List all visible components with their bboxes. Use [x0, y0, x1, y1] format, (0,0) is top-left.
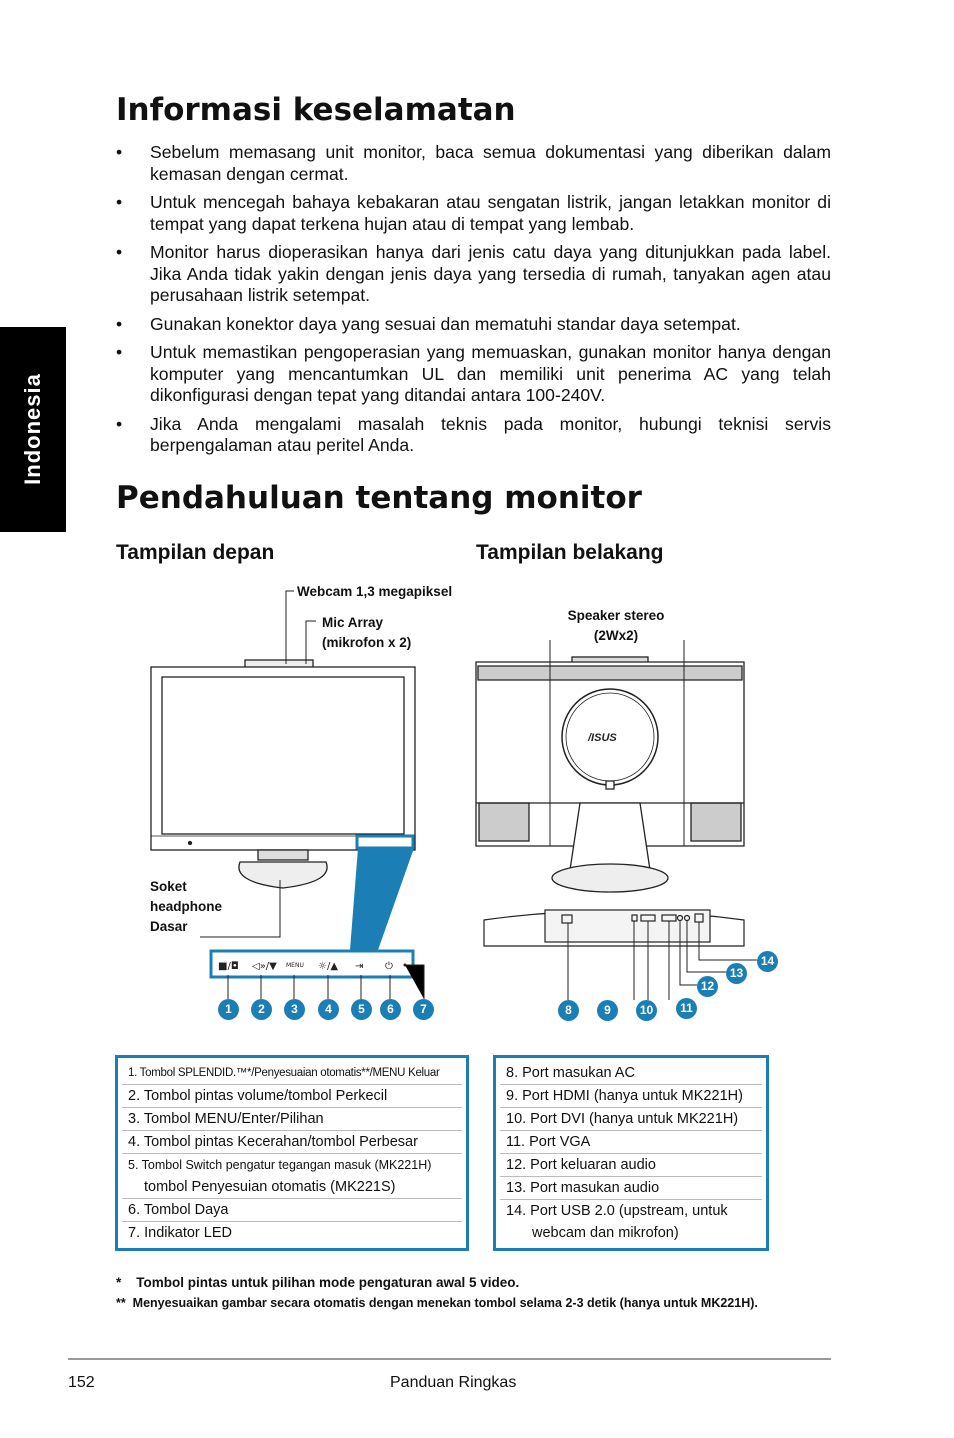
table-row: 4. Tombol pintas Kecerahan/tombol Perbesar — [122, 1131, 462, 1154]
table-row: 7. Indikator LED — [128, 1225, 232, 1241]
list-item: • Gunakan konektor daya yang sesuai dan mematuhi standar daya setempat. — [116, 314, 831, 336]
button-strip — [211, 951, 413, 977]
table-row: 13. Port masukan audio — [500, 1177, 762, 1200]
list-item: • Untuk memastikan pengoperasian yang memuaskan, gunakan monitor hanya dengan komputer yang mencantumkan UL dan memiliki unit penerima AC yang telah dikonfigurasi dengan tepat yang ditandai antara 100-240V. — [116, 342, 831, 407]
badge-2: 2 — [251, 999, 272, 1020]
page-number: 152 — [68, 1374, 95, 1391]
badge-1: 1 — [218, 999, 239, 1020]
mic-label: Mic Array — [322, 615, 384, 630]
brightness-icon: ☼/▲ — [318, 961, 339, 972]
badge-8: 8 — [558, 1000, 579, 1021]
back-view-title: Tampilan belakang — [476, 541, 664, 564]
headphone-label-2: headphone — [150, 899, 223, 914]
badge-12: 12 — [697, 976, 718, 997]
badge-14: 14 — [757, 951, 778, 972]
list-item: • Untuk mencegah bahaya kebakaran atau sengatan listrik, jangan letakkan monitor di tempat yang dapat terkena hujan atau di tempat yang lembab. — [116, 192, 831, 235]
speaker-label-2: (2Wx2) — [593, 628, 639, 643]
port-panel — [484, 910, 744, 946]
table-row: 1. Tombol SPLENDID.™*/Penyesuaian otomatis**/MENU Keluar — [122, 1062, 462, 1085]
footnote-2: ** Menyesuaikan gambar secara otomatis dengan menekan tombol selama 2-3 detik (hanya untuk MK221H). — [116, 1296, 758, 1310]
table-row: 14. Port USB 2.0 (upstream, untuk — [506, 1203, 728, 1219]
back-ports-table — [493, 1055, 769, 1251]
speaker-label: Speaker stereo — [567, 608, 665, 623]
badge-9: 9 — [597, 1000, 618, 1021]
list-item: • Jika Anda mengalami masalah teknis pada monitor, hubungi teknisi servis berpengalaman atau peritel Anda. — [116, 414, 831, 457]
footnote-1: * Tombol pintas untuk pilihan mode pengaturan awal 5 video. — [116, 1275, 520, 1290]
badge-13: 13 — [726, 963, 747, 984]
table-row: 12. Port keluaran audio — [500, 1154, 762, 1177]
table-row: 8. Port masukan AC — [500, 1062, 762, 1085]
table-row: 9. Port HDMI (hanya untuk MK221H) — [500, 1085, 762, 1108]
list-item: • Monitor harus dioperasikan hanya dari jenis catu daya yang ditunjukkan pada label. Jika Anda tidak yakin dengan jenis daya yang tersedia di rumah, tanyakan agen atau perusahaan listrik setempat. — [116, 242, 831, 307]
table-row: tombol Penyesuian otomatis (MK221S) — [122, 1176, 462, 1199]
section-title-safety: Informasi keselamatan — [116, 92, 516, 128]
table-row: 11. Port VGA — [500, 1131, 762, 1154]
badge-5: 5 — [351, 999, 372, 1020]
front-view-title: Tampilan depan — [116, 541, 275, 564]
splendid-icon: ■/◘ — [218, 961, 239, 972]
list-item: • Sebelum memasang unit monitor, baca semua dokumentasi yang diberikan dalam kemasan dengan cermat. — [116, 142, 831, 185]
table-row: 5. Tombol Switch pengatur tegangan masuk (MK221H) — [128, 1158, 432, 1172]
footer-divider — [68, 1358, 831, 1360]
footer-title: Panduan Ringkas — [390, 1374, 517, 1391]
badge-6: 6 — [380, 999, 401, 1020]
table-row: 10. Port DVI (hanya untuk MK221H) — [500, 1108, 762, 1131]
section-title-intro: Pendahuluan tentang monitor — [116, 480, 642, 516]
table-row: 6. Tombol Daya — [122, 1199, 462, 1222]
badge-3: 3 — [284, 999, 305, 1020]
asus-logo: /ISUS — [588, 732, 617, 744]
headphone-label: Soket — [150, 879, 187, 894]
menu-label: MENU — [286, 962, 304, 969]
input-icon: ⇥ — [355, 961, 364, 972]
mic-label-2: (mikrofon x 2) — [322, 635, 412, 650]
table-row: 3. Tombol MENU/Enter/Pilihan — [122, 1108, 462, 1131]
volume-icon: ◁»/▼ — [252, 961, 277, 972]
badge-4: 4 — [318, 999, 339, 1020]
table-row: 2. Tombol pintas volume/tombol Perkecil — [122, 1085, 462, 1108]
base-label: Dasar — [150, 919, 188, 934]
badge-7: 7 — [413, 999, 434, 1020]
front-controls-table — [115, 1055, 469, 1251]
webcam-label: Webcam 1,3 megapiksel — [297, 584, 453, 599]
badge-10: 10 — [636, 1000, 657, 1021]
badge-11: 11 — [676, 998, 697, 1019]
table-row: webcam dan mikrofon) — [532, 1225, 679, 1241]
power-icon: ⏻ — [385, 961, 393, 972]
back-monitor — [476, 657, 744, 892]
language-tab-label: Indonesia — [20, 373, 45, 485]
